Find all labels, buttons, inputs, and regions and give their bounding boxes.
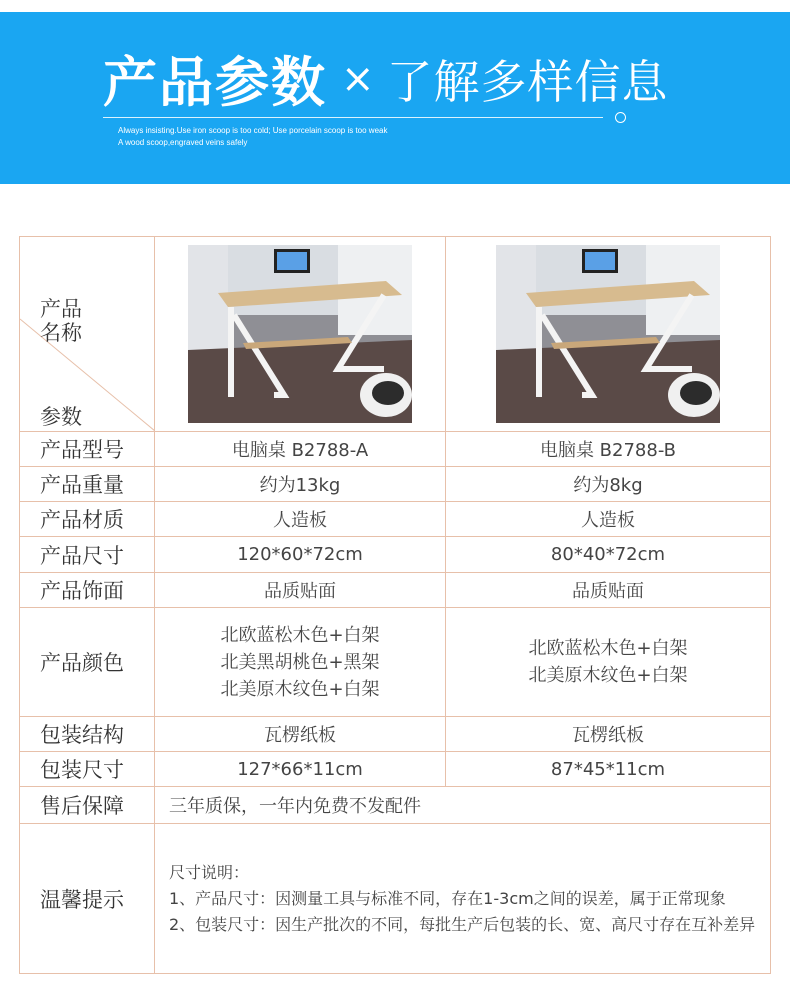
banner-tagline-line1: Always insisting.Use iron scoop is too cold; Use porcelain scoop is too weak <box>118 126 388 135</box>
list-item: 北美黑胡桃色+黑架 <box>220 651 380 673</box>
tips-line: 2、包装尺寸：因生产批次的不同，每批生产后包装的长、宽、高尺寸存在互补差异 <box>169 914 756 934</box>
product-image-a-cell <box>155 237 446 432</box>
row-label: 包装结构 <box>20 717 155 752</box>
banner-title-separator: × <box>341 55 375 102</box>
colors-a <box>155 608 446 717</box>
row-label: 产品材质 <box>20 502 155 537</box>
size-a: 120*60*72cm <box>155 537 446 573</box>
size-b: 80*40*72cm <box>446 537 771 573</box>
table-row <box>20 467 771 502</box>
row-label: 产品颜色 <box>20 608 155 717</box>
finish-a: 品质贴面 <box>155 573 446 608</box>
weight-b: 约为8kg <box>446 467 771 502</box>
row-label: 产品型号 <box>20 432 155 467</box>
tips-title: 尺寸说明： <box>169 862 250 882</box>
table-row <box>20 573 771 608</box>
package-size-a: 127*66*11cm <box>155 752 446 787</box>
list-item: 北美原木纹色+白架 <box>528 665 688 686</box>
row-label: 产品重量 <box>20 467 155 502</box>
circle-icon <box>615 112 626 123</box>
table-row <box>20 608 771 717</box>
banner-title-main: 产品参数 <box>103 51 327 114</box>
table-row <box>20 502 771 537</box>
weight-a: 约为13kg <box>155 467 446 502</box>
corner-label-line1: 产品 <box>40 297 82 321</box>
image-row <box>20 237 771 432</box>
corner-label-params: 参数 <box>40 405 82 429</box>
banner-divider <box>103 117 603 118</box>
tips-line: 1、产品尺寸：因测量工具与标准不同，存在1-3cm之间的误差，属于正常现象 <box>169 888 726 908</box>
row-label: 包装尺寸 <box>20 752 155 787</box>
packaging-b: 瓦楞纸板 <box>446 717 771 752</box>
table-row <box>20 824 771 974</box>
row-label: 售后保障 <box>20 787 155 824</box>
list-item: 北欧蓝松木色+白架 <box>220 624 380 646</box>
model-a: 电脑桌 B2788-A <box>155 432 446 467</box>
header-banner <box>0 12 790 184</box>
model-b: 电脑桌 B2788-B <box>446 432 771 467</box>
tips-content <box>155 824 771 974</box>
table-row <box>20 432 771 467</box>
table-row <box>20 537 771 573</box>
list-item: 北欧蓝松木色+白架 <box>528 638 688 659</box>
corner-label-line2: 名称 <box>40 321 82 345</box>
table-row <box>20 752 771 787</box>
corner-label-name <box>40 297 82 345</box>
banner-tagline <box>118 125 387 149</box>
material-a: 人造板 <box>155 502 446 537</box>
table-corner-cell <box>20 237 155 432</box>
banner-title <box>103 40 669 117</box>
list-item: 北美原木纹色+白架 <box>220 678 380 700</box>
packaging-a: 瓦楞纸板 <box>155 717 446 752</box>
product-image-b <box>496 245 720 423</box>
banner-title-sub: 了解多样信息 <box>386 54 669 109</box>
colors-b <box>446 608 771 717</box>
row-label: 温馨提示 <box>20 824 155 974</box>
table-row <box>20 787 771 824</box>
product-image-a <box>188 245 412 423</box>
material-b: 人造板 <box>446 502 771 537</box>
banner-tagline-line2: A wood scoop,engraved veins safely <box>118 138 248 147</box>
row-label: 产品尺寸 <box>20 537 155 573</box>
product-image-b-cell <box>446 237 771 432</box>
spec-table <box>19 236 771 974</box>
package-size-b: 87*45*11cm <box>446 752 771 787</box>
finish-b: 品质贴面 <box>446 573 771 608</box>
table-row <box>20 717 771 752</box>
row-label: 产品饰面 <box>20 573 155 608</box>
after-sale-value: 三年质保，一年内免费不发配件 <box>155 787 771 824</box>
